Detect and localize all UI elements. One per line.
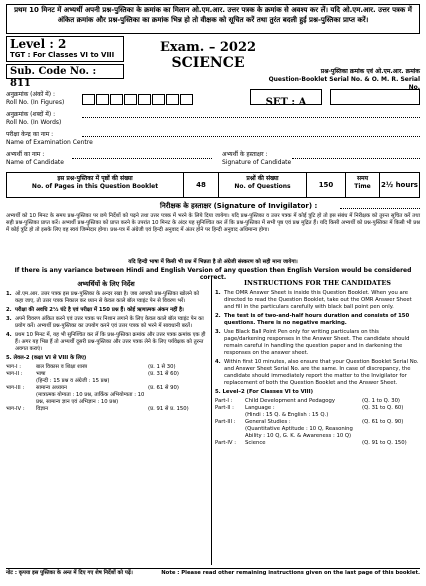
banner-text: प्रथम 10 मिनट में अभ्यर्थी अपनी प्रश्न-पुस्तिका के क्रमांक का मिलान ओ.एम.आर. उत्तर पत्रक के क्रमांक से अवश्य कर लें। यदि ओ.एम.आर. उत्तर पत्रक में अंकित क्रमांक और प्रश्न-पुस्तिका का क्रमांक भिन्न हो तो वीक्षक को सूचित करें तथा तुरंत बदली हुई प्रश्न-पुस्तिका प्राप्त करें। [14, 6, 412, 24]
signature-label: Signature of Candidate [222, 159, 292, 166]
time-label: Time [354, 183, 371, 190]
hindi-instruction-item: 2. परीक्षा की अवधि 2½ घंटे है एवं परीक्षा में 150 प्रश्न हैं। कोई ऋणात्मक अंकन नहीं है। [6, 307, 184, 313]
roll-words-field[interactable] [82, 117, 420, 118]
centre-label-block [6, 131, 106, 147]
questions-label: No. of Questions [234, 183, 291, 190]
tgt-label: TGT : For Classes VI to VIII [10, 51, 115, 59]
roll-figures-hindi: अनुक्रमांक (अंकों में) : [6, 91, 56, 98]
hindi-instruction-item: 4. प्रथम 10 मिनट में, यह भी सुनिश्चित कर लें कि प्रश्न-पुस्तिका क्रमांक और उत्तर पत्रक क्रमांक एक ही हैं। अगर यह भिन्न हैं तो अभ्यर्थी दूसरी प्रश्न-पुस्तिका और उत्तर पत्रक लेने के लिए पर्यवेक्षक को तुरन्त अवगत कराएं। [6, 332, 206, 352]
stats-table [6, 172, 420, 198]
questions-hindi: प्रश्नों की संख्या [246, 175, 279, 182]
roll-digit-box[interactable] [180, 94, 193, 105]
hindi-level-title: 5. लेवल-2 (कक्षा VI से VIII के लिए) [6, 355, 87, 361]
exam-title-block [148, 40, 268, 72]
roll-words-label: Roll No. (In Words) [6, 119, 62, 126]
english-part-row: Part-I : Child Development and Pedagogy (Q. 1 to Q. 30) [215, 398, 401, 404]
roll-figures-label-block [6, 91, 86, 107]
footer-hindi: नोट : कृपया इस पुस्तिका के अन्त में दिए गए शेष निर्देशों को पढ़ें। [6, 570, 133, 576]
english-instruction-item: 4. Within first 10 minutes, also ensure that your Question Booklet Serial No. and Answer Sheet Serial No. are the same. In case of discrepancy, the candidate should immediately report the matter to the Invigilator for replacement of both the Question Booklet and the Answer Sheet. [215, 359, 419, 386]
english-instructions [215, 279, 420, 566]
set-label: SET : A [265, 97, 307, 108]
candidate-name-hindi: अभ्यर्थी का नाम : [6, 151, 45, 158]
column-divider [211, 279, 212, 565]
english-level-title: 5. Level–2 (For Classes VI to VIII) [215, 389, 314, 395]
hindi-instructions-title: अभ्यर्थियों के लिए निर्देश [77, 280, 135, 288]
omr-serial-box[interactable] [330, 89, 420, 105]
english-instructions-list [215, 290, 420, 447]
top-banner [6, 4, 420, 34]
invigilator-signature-label: निरीक्षक के हस्ताक्षर (Signature of Invigilator) : [160, 202, 318, 210]
pages-label: No. of Pages in this Question Booklet [31, 183, 159, 190]
english-instruction-item: 1. The OMR Answer Sheet is inside this Question Booklet. When you are directed to read the Question Booklet, take out the OMR Answer Sheet and fill in the particulars carefully with black ball point pen only. [215, 290, 412, 310]
roll-words-hindi: अनुक्रमांक (शब्दों में) : [6, 111, 56, 118]
level-label: Level : 2 [10, 37, 67, 51]
english-instruction-item: 2. The test is of two-and-half hours duration and consists of 150 questions. There is no negative marking. [215, 313, 410, 326]
invigilator-hindi-paragraph: अभ्यर्थी को 10 मिनट के समय प्रश्न-पुस्तिका पर छपे निर्देशों को पढ़ने तथा उत्तर पत्रक में भरने के लिये दिया जायेगा। यदि प्रश्न-पुस्तिका व उत्तर पत्रक में कोई त्रुटि हो तो इस संबंध में निरीक्षक को तुरन्त सूचित करें तथा सही प्रश्न-पुस्तिका प्राप्त करें। अभ्यर्थी प्रश्न-पुस्तिका को प्राप्त करने के उपरांत 10 मिनट के अंदर यह सुनिश्चित कर लें कि प्रश्न-पुस्तिका में सभी पृष्ठ एवं प्रश्न मुद्रित हैं। यदि किसी अभ्यर्थी को प्रश्न-पुस्तिका में किसी भी प्रश्न में कोई त्रुटि हो तो इसके लिए वह स्वयं जिम्मेदार होगा। प्रश्न-पत्र में अंग्रेजी एवं हिन्दी अनुवाद में अंतर होने पर हिन्दी अनुवाद अधिमान्य होगा। [6, 213, 420, 233]
time-label-cell [345, 173, 379, 197]
candidate-name-label: Name of Candidate [6, 159, 64, 166]
hindi-part-row: भाग-I : बाल विकास व शिक्षा शास्त्र (प्र. 1 से 30) [6, 364, 176, 370]
roll-digit-box[interactable] [152, 94, 165, 105]
level-box [6, 36, 124, 62]
questions-label-cell [218, 173, 306, 197]
hindi-part-row: भाग-III : सामान्य अध्ययन (प्र. 61 से 90) [6, 385, 179, 391]
english-part-row: (Hindi : 15 Q. & English : 15 Q.) [245, 412, 329, 418]
time-value: 2½ hours [379, 173, 419, 197]
hindi-instruction-item: 1. ओ.एम.आर. उत्तर पत्रक इस प्रश्न-पुस्तिका के अन्दर रखा है। जब आपको प्रश्न-पुस्तिका खोलने को कहा जाए, तो उत्तर पत्रक निकाल कर ध्यान से केवल काले बॉल प्वाइंट पेन से विवरण भरें। [6, 291, 200, 304]
exam-title: Exam. – 2022 [159, 40, 257, 55]
subject-title: SCIENCE [171, 55, 245, 71]
roll-digit-box[interactable] [124, 94, 137, 105]
roll-digit-box[interactable] [138, 94, 151, 105]
signature-hindi: अभ्यर्थी के हस्ताक्षर : [222, 151, 268, 158]
footer-note [6, 568, 420, 577]
signature-field[interactable] [292, 158, 420, 159]
hindi-instructions-list [6, 291, 206, 413]
english-part-row: (Quantitative Aptitude : 10 Q, Reasoning Ability : 10 Q, G. K. & Awareness : 10 Q) [245, 426, 353, 439]
sub-code-label: Sub. Code No. : 811 [10, 66, 97, 89]
signature-label-block [222, 151, 332, 167]
questions-value: 150 [306, 173, 345, 197]
roll-words-label-block [6, 111, 86, 127]
roll-digit-box[interactable] [110, 94, 123, 105]
invigilator-paragraph [6, 213, 420, 234]
hindi-part-row: (हिन्दी : 15 प्रश्न व अंग्रेजी : 15 प्रश्न) [36, 378, 110, 384]
hindi-part-row: (मात्रात्मक योग्यता : 10 प्रश्न, तार्किक अभियोग्यता : 10 प्रश्न, सामान्य ज्ञान एवं अभिज्ञान : 10 प्रश्न) [36, 392, 145, 405]
english-instruction-item: 3. Use Black Ball Point Pen only for writing particulars on this page/darkening responses in the Answer Sheet. The candidate should remain careful in handling the question paper and in darkening the responses on the answer sheet. [215, 329, 410, 356]
hindi-instruction-item: 3. अपने विवरण अंकित करने एवं उत्तर पत्रक पर निशान लगाने के लिए केवल काले बॉल प्वाइंट पेन का प्रयोग करें। अभ्यर्थी प्रश्न-पुस्तिका का उपयोग करने एवं उत्तर पत्रक को भरने में सावधानी बरतें। [6, 316, 204, 329]
candidate-name-label-block [6, 151, 106, 167]
english-part-row: Part-IV : Science (Q. 91 to Q. 150) [215, 440, 407, 446]
english-instructions-title: INSTRUCTIONS FOR THE CANDIDATES [244, 279, 391, 287]
pages-hindi: इस प्रश्न-पुस्तिका में पृष्ठों की संख्या [57, 175, 133, 182]
roll-digit-box[interactable] [82, 94, 95, 105]
candidate-name-field[interactable] [72, 158, 212, 159]
time-hindi: समय [356, 175, 369, 182]
english-part-row: Part-II : Language : (Q. 31 to Q. 60) [215, 405, 404, 411]
roll-number-boxes[interactable] [82, 90, 194, 109]
hindi-instructions [6, 279, 206, 566]
footer-english: Note : Please read other remaining instructions given on the last page of this booklet. [161, 570, 420, 576]
centre-label: Name of Examination Centre [6, 139, 93, 146]
pages-value: 48 [183, 173, 218, 197]
english-part-row: Part-III : General Studies : (Q. 61 to Q. 90) [215, 419, 404, 425]
roll-digit-box[interactable] [96, 94, 109, 105]
hindi-part-row: भाग-IV : विज्ञान (प्र. 91 से प्र. 150) [6, 406, 189, 412]
booklet-serial-hindi: प्रश्न-पुस्तिका क्रमांक एवं ओ.एम.आर. क्रमांक [320, 68, 420, 75]
invigilator-signature-field[interactable] [340, 208, 420, 209]
centre-hindi: परीक्षा केन्द्र का नाम : [6, 131, 54, 138]
variance-hindi-note: यदि हिन्दी भाषा में किसी भी प्रश्न में भिन्नता है तो अंग्रेजी संस्करण को सही माना जायेगा। [128, 259, 298, 265]
centre-field[interactable] [82, 136, 420, 137]
variance-english-note: If there is any variance between Hindi and English Version of any question then English Version would be considered correct. [14, 267, 412, 281]
roll-figures-label: Roll No. (In Figures) [6, 99, 65, 106]
set-box [250, 89, 322, 108]
roll-digit-box[interactable] [166, 94, 179, 105]
booklet-serial-label: Question-Booklet Serial No. & O. M. R. Serial No. [268, 76, 420, 91]
hindi-part-row: भाग-II : भाषा (प्र. 31 से 60) [6, 371, 179, 377]
pages-label-cell [7, 173, 183, 197]
sub-code-box [6, 64, 124, 89]
